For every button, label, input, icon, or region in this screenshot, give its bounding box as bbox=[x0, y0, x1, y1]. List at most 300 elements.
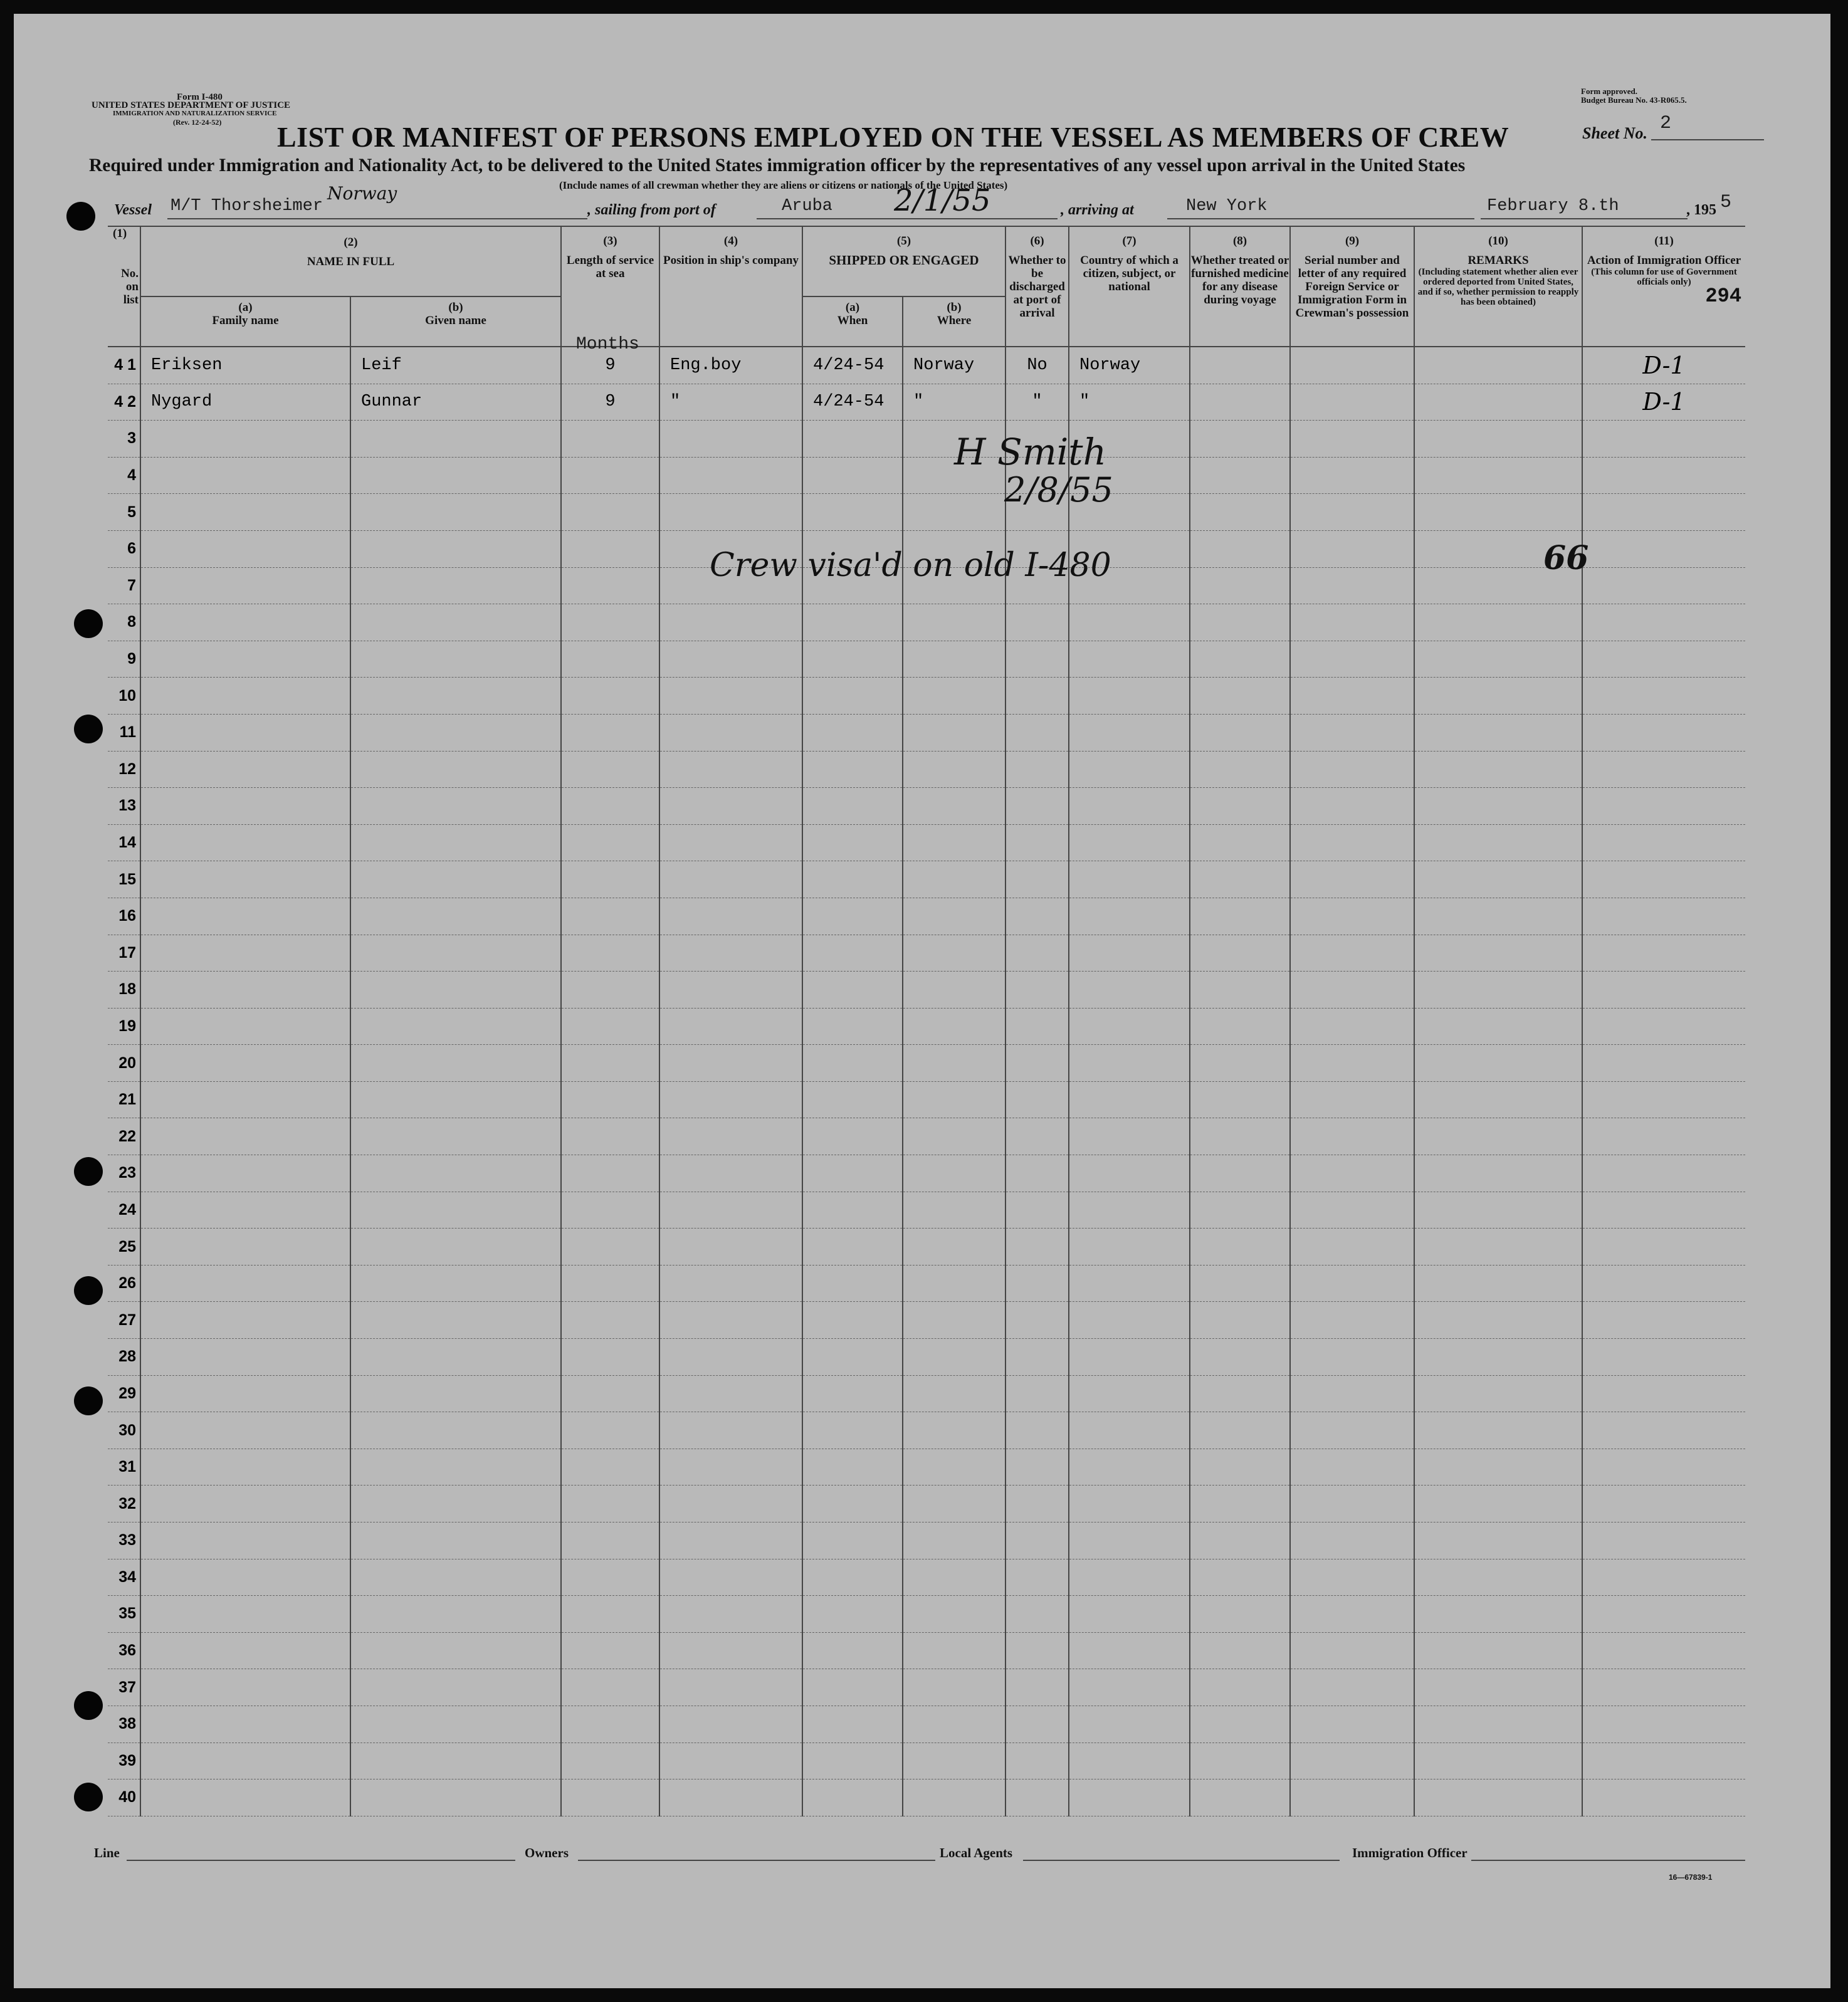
empty-cell bbox=[1005, 1632, 1069, 1669]
empty-cell bbox=[802, 1743, 903, 1779]
empty-cell bbox=[659, 935, 802, 972]
empty-cell bbox=[1582, 604, 1745, 641]
empty-cell bbox=[1190, 1008, 1290, 1045]
empty-cell bbox=[350, 1596, 561, 1633]
officer-signature: H Smith bbox=[954, 431, 1106, 473]
empty-cell bbox=[1069, 1706, 1190, 1743]
empty-cell bbox=[140, 1706, 350, 1743]
empty-cell bbox=[659, 861, 802, 898]
col7-label: Country of which a citizen, subject, or national bbox=[1080, 254, 1179, 293]
empty-cell bbox=[802, 494, 903, 531]
row-number: 16 bbox=[108, 898, 140, 935]
empty-cell bbox=[350, 1045, 561, 1082]
row-number: 15 bbox=[108, 861, 140, 898]
empty-cell bbox=[1582, 1008, 1745, 1045]
row-number: 5 bbox=[108, 494, 140, 531]
empty-cell bbox=[1582, 1155, 1745, 1192]
empty-cell bbox=[1069, 1155, 1190, 1192]
row-number: 30 bbox=[108, 1412, 140, 1449]
arriving-line bbox=[1167, 218, 1474, 219]
empty-cell bbox=[903, 1008, 1005, 1045]
sheet-number-line bbox=[1651, 139, 1764, 140]
empty-cell bbox=[1290, 1008, 1414, 1045]
empty-cell bbox=[1582, 1669, 1745, 1706]
empty-cell bbox=[1190, 494, 1290, 531]
empty-cell bbox=[903, 1706, 1005, 1743]
empty-cell bbox=[350, 751, 561, 788]
empty-cell bbox=[802, 788, 903, 825]
row-number: 17 bbox=[108, 935, 140, 972]
footer-agents-rule bbox=[1023, 1859, 1340, 1861]
blank-row bbox=[108, 421, 1745, 458]
blank-row bbox=[108, 1265, 1745, 1302]
empty-cell bbox=[802, 1669, 903, 1706]
blank-row bbox=[108, 714, 1745, 751]
empty-cell bbox=[1190, 1743, 1290, 1779]
arrival-date: February 8.th bbox=[1487, 197, 1619, 216]
empty-cell bbox=[140, 1265, 350, 1302]
empty-cell bbox=[561, 824, 659, 861]
empty-cell bbox=[1414, 604, 1582, 641]
col2a-label: Family name bbox=[212, 314, 279, 327]
printer-code: 16—67839-1 bbox=[1669, 1873, 1713, 1882]
col10-note: (Including statement whether alien ever ordered deported from United States, and if so, whether permission to reapply has been obtained) bbox=[1417, 267, 1579, 307]
empty-cell bbox=[903, 1412, 1005, 1449]
col5-label: SHIPPED OR ENGAGED bbox=[829, 253, 979, 268]
blank-row bbox=[108, 1081, 1745, 1118]
blank-row bbox=[108, 1375, 1745, 1412]
empty-cell bbox=[1190, 1229, 1290, 1266]
empty-cell bbox=[140, 1008, 350, 1045]
empty-cell bbox=[903, 1192, 1005, 1229]
blank-row bbox=[108, 788, 1745, 825]
empty-cell bbox=[802, 1449, 903, 1486]
row-number: 7 bbox=[108, 567, 140, 604]
empty-cell bbox=[659, 1265, 802, 1302]
row-number: 9 bbox=[108, 641, 140, 678]
col11-note: (This column for use of Government officials only) bbox=[1591, 267, 1737, 287]
empty-cell bbox=[659, 1743, 802, 1779]
empty-cell bbox=[561, 421, 659, 458]
empty-cell bbox=[802, 1632, 903, 1669]
empty-cell bbox=[1005, 1081, 1069, 1118]
empty-cell bbox=[1582, 1412, 1745, 1449]
col2b-number: (b) bbox=[448, 301, 463, 314]
row-number: 32 bbox=[108, 1486, 140, 1522]
empty-cell bbox=[903, 788, 1005, 825]
empty-cell bbox=[1582, 1339, 1745, 1376]
empty-cell bbox=[1069, 861, 1190, 898]
empty-cell bbox=[140, 1522, 350, 1559]
crew-row-number: 4 2 bbox=[108, 384, 140, 421]
empty-cell bbox=[1414, 457, 1582, 494]
empty-cell bbox=[1414, 1081, 1582, 1118]
empty-cell bbox=[903, 1155, 1005, 1192]
empty-cell bbox=[1414, 1632, 1582, 1669]
empty-cell bbox=[1069, 898, 1190, 935]
empty-cell bbox=[561, 494, 659, 531]
empty-cell bbox=[1290, 1522, 1414, 1559]
empty-cell bbox=[1414, 1449, 1582, 1486]
crew-family: Nygard bbox=[140, 384, 350, 421]
empty-cell bbox=[1069, 1743, 1190, 1779]
empty-cell bbox=[350, 1412, 561, 1449]
empty-cell bbox=[903, 751, 1005, 788]
empty-cell bbox=[659, 1486, 802, 1522]
empty-cell bbox=[1005, 604, 1069, 641]
empty-cell bbox=[903, 604, 1005, 641]
blank-row bbox=[108, 1118, 1745, 1155]
empty-cell bbox=[1414, 1045, 1582, 1082]
empty-cell bbox=[1005, 1596, 1069, 1633]
crew-empty-cell bbox=[1290, 347, 1414, 384]
empty-cell bbox=[1069, 1449, 1190, 1486]
empty-cell bbox=[561, 1412, 659, 1449]
empty-cell bbox=[561, 1229, 659, 1266]
empty-cell bbox=[561, 1743, 659, 1779]
col11-header bbox=[1582, 226, 1745, 347]
empty-cell bbox=[1290, 421, 1414, 458]
empty-cell bbox=[350, 1486, 561, 1522]
empty-cell bbox=[1582, 1449, 1745, 1486]
empty-cell bbox=[1069, 1412, 1190, 1449]
col9-label: Serial number and letter of any required Foreign Service or Immigration Form in Crewman's possession bbox=[1295, 254, 1409, 320]
empty-cell bbox=[1582, 1486, 1745, 1522]
form-approved: Form approved. bbox=[1581, 86, 1638, 96]
empty-cell bbox=[561, 1008, 659, 1045]
empty-cell bbox=[140, 824, 350, 861]
empty-cell bbox=[1190, 1449, 1290, 1486]
empty-cell bbox=[1290, 972, 1414, 1009]
empty-cell bbox=[802, 1706, 903, 1743]
empty-cell bbox=[1069, 1045, 1190, 1082]
empty-cell bbox=[903, 1632, 1005, 1669]
empty-cell bbox=[1069, 788, 1190, 825]
empty-cell bbox=[1069, 1265, 1190, 1302]
col2-header bbox=[140, 226, 561, 296]
footer-line-label: Line bbox=[94, 1845, 120, 1860]
crew-empty-cell bbox=[1290, 384, 1414, 421]
blank-row bbox=[108, 1155, 1745, 1192]
department: UNITED STATES DEPARTMENT OF JUSTICE bbox=[92, 100, 291, 110]
row-number: 6 bbox=[108, 530, 140, 567]
empty-cell bbox=[659, 421, 802, 458]
empty-cell bbox=[1290, 1706, 1414, 1743]
row-number: 8 bbox=[108, 604, 140, 641]
empty-cell bbox=[350, 1669, 561, 1706]
empty-cell bbox=[1190, 567, 1290, 604]
empty-cell bbox=[802, 641, 903, 678]
row-number: 4 bbox=[108, 457, 140, 494]
blank-row bbox=[108, 1302, 1745, 1339]
empty-cell bbox=[1290, 898, 1414, 935]
empty-cell bbox=[1582, 714, 1745, 751]
empty-cell bbox=[1290, 824, 1414, 861]
empty-cell bbox=[1190, 1302, 1290, 1339]
col2b-header bbox=[350, 296, 561, 347]
empty-cell bbox=[1069, 1008, 1190, 1045]
empty-cell bbox=[140, 567, 350, 604]
empty-cell bbox=[350, 824, 561, 861]
col1-label: No. on list bbox=[121, 266, 139, 307]
footer-owners-label: Owners bbox=[525, 1845, 569, 1860]
empty-cell bbox=[903, 824, 1005, 861]
empty-cell bbox=[802, 1779, 903, 1816]
empty-cell bbox=[659, 1449, 802, 1486]
empty-cell bbox=[561, 1339, 659, 1376]
crew-given: Gunnar bbox=[350, 384, 561, 421]
empty-cell bbox=[350, 678, 561, 715]
empty-cell bbox=[140, 494, 350, 531]
empty-cell bbox=[1582, 641, 1745, 678]
empty-cell bbox=[1290, 1081, 1414, 1118]
empty-cell bbox=[1582, 751, 1745, 788]
empty-cell bbox=[140, 1559, 350, 1596]
empty-cell bbox=[903, 1302, 1005, 1339]
empty-cell bbox=[350, 861, 561, 898]
col1-header bbox=[108, 226, 140, 347]
empty-cell bbox=[350, 972, 561, 1009]
col10-number: (10) bbox=[1488, 234, 1508, 248]
empty-cell bbox=[1414, 1118, 1582, 1155]
empty-cell bbox=[659, 1559, 802, 1596]
empty-cell bbox=[350, 1375, 561, 1412]
empty-cell bbox=[561, 1265, 659, 1302]
empty-cell bbox=[903, 1118, 1005, 1155]
row-number: 10 bbox=[108, 678, 140, 715]
blank-row bbox=[108, 898, 1745, 935]
empty-cell bbox=[1414, 1339, 1582, 1376]
empty-cell bbox=[1069, 1669, 1190, 1706]
blank-row bbox=[108, 641, 1745, 678]
empty-cell bbox=[1290, 530, 1414, 567]
empty-cell bbox=[1290, 604, 1414, 641]
empty-cell bbox=[1190, 457, 1290, 494]
empty-cell bbox=[1190, 1118, 1290, 1155]
row-number: 29 bbox=[108, 1375, 140, 1412]
blank-row bbox=[108, 1559, 1745, 1596]
empty-cell bbox=[140, 1449, 350, 1486]
year-prefix: , 195 bbox=[1686, 202, 1716, 218]
blank-row bbox=[108, 824, 1745, 861]
row-number: 35 bbox=[108, 1596, 140, 1633]
empty-cell bbox=[140, 1669, 350, 1706]
empty-cell bbox=[140, 1229, 350, 1266]
empty-cell bbox=[1190, 1339, 1290, 1376]
empty-cell bbox=[1005, 1743, 1069, 1779]
col5-number: (5) bbox=[896, 234, 911, 248]
empty-cell bbox=[1005, 1486, 1069, 1522]
empty-cell bbox=[659, 1155, 802, 1192]
blank-row bbox=[108, 1008, 1745, 1045]
empty-cell bbox=[350, 1155, 561, 1192]
col1-number: (1) bbox=[113, 227, 127, 240]
empty-cell bbox=[140, 1375, 350, 1412]
empty-cell bbox=[802, 1596, 903, 1633]
empty-cell bbox=[659, 1339, 802, 1376]
empty-cell bbox=[903, 641, 1005, 678]
empty-cell bbox=[561, 457, 659, 494]
empty-cell bbox=[1414, 1779, 1582, 1816]
empty-cell bbox=[1290, 567, 1414, 604]
empty-cell bbox=[1414, 641, 1582, 678]
empty-cell bbox=[350, 1339, 561, 1376]
empty-cell bbox=[1582, 935, 1745, 972]
year-suffix: 5 bbox=[1720, 192, 1732, 213]
empty-cell bbox=[659, 714, 802, 751]
empty-cell bbox=[1190, 898, 1290, 935]
empty-cell bbox=[1069, 641, 1190, 678]
empty-cell bbox=[350, 1302, 561, 1339]
empty-cell bbox=[1190, 678, 1290, 715]
crew-months: 9 bbox=[561, 347, 659, 384]
empty-cell bbox=[659, 641, 802, 678]
empty-cell bbox=[659, 1412, 802, 1449]
arriving-label: , arriving at bbox=[1061, 202, 1134, 218]
empty-cell bbox=[561, 1596, 659, 1633]
empty-cell bbox=[140, 678, 350, 715]
empty-cell bbox=[1290, 788, 1414, 825]
col4-number: (4) bbox=[723, 234, 738, 248]
footer-agents-label: Local Agents bbox=[940, 1845, 1013, 1860]
empty-cell bbox=[659, 1779, 802, 1816]
empty-cell bbox=[659, 751, 802, 788]
empty-cell bbox=[1069, 1559, 1190, 1596]
manifest-sheet bbox=[14, 14, 1830, 1988]
empty-cell bbox=[140, 1081, 350, 1118]
empty-cell bbox=[1290, 1192, 1414, 1229]
empty-cell bbox=[802, 1522, 903, 1559]
empty-cell bbox=[1290, 1559, 1414, 1596]
empty-cell bbox=[350, 604, 561, 641]
col2a-header bbox=[140, 296, 350, 347]
sailing-port: Aruba bbox=[782, 197, 833, 216]
crew-country: Norway bbox=[1069, 347, 1190, 384]
empty-cell bbox=[1005, 714, 1069, 751]
empty-cell bbox=[350, 494, 561, 531]
empty-cell bbox=[1582, 1596, 1745, 1633]
empty-cell bbox=[1005, 824, 1069, 861]
empty-cell bbox=[802, 751, 903, 788]
remark-mark: 66 bbox=[1543, 539, 1589, 577]
crew-family: Eriksen bbox=[140, 347, 350, 384]
empty-cell bbox=[1069, 1081, 1190, 1118]
empty-cell bbox=[1005, 1339, 1069, 1376]
empty-cell bbox=[802, 972, 903, 1009]
empty-cell bbox=[1005, 1192, 1069, 1229]
empty-cell bbox=[1005, 1045, 1069, 1082]
sailing-date-handwritten: 2/1/55 bbox=[894, 183, 991, 218]
row-number: 27 bbox=[108, 1302, 140, 1339]
empty-cell bbox=[1290, 1669, 1414, 1706]
blank-row bbox=[108, 861, 1745, 898]
empty-cell bbox=[1005, 1669, 1069, 1706]
crew-given: Leif bbox=[350, 347, 561, 384]
empty-cell bbox=[561, 1375, 659, 1412]
empty-cell bbox=[140, 1596, 350, 1633]
col5a-header bbox=[802, 296, 903, 347]
empty-cell bbox=[1582, 1192, 1745, 1229]
blank-row bbox=[108, 1743, 1745, 1779]
empty-cell bbox=[561, 1192, 659, 1229]
empty-cell bbox=[1582, 824, 1745, 861]
arriving-port: New York bbox=[1186, 197, 1268, 216]
empty-cell bbox=[561, 1669, 659, 1706]
empty-cell bbox=[1190, 421, 1290, 458]
sailing-line bbox=[757, 218, 1058, 219]
empty-cell bbox=[1414, 1375, 1582, 1412]
empty-cell bbox=[659, 494, 802, 531]
crew-when: 4/24-54 bbox=[802, 384, 903, 421]
empty-cell bbox=[350, 1229, 561, 1266]
empty-cell bbox=[1069, 1375, 1190, 1412]
empty-cell bbox=[802, 1265, 903, 1302]
empty-cell bbox=[1290, 751, 1414, 788]
empty-cell bbox=[1290, 1045, 1414, 1082]
empty-cell bbox=[350, 1779, 561, 1816]
col11-label: Action of Immigration Officer bbox=[1587, 254, 1741, 267]
empty-cell bbox=[659, 1229, 802, 1266]
empty-cell bbox=[1005, 1779, 1069, 1816]
col3-label: Length of service at sea bbox=[566, 254, 654, 280]
empty-cell bbox=[1069, 1229, 1190, 1266]
empty-cell bbox=[561, 1706, 659, 1743]
empty-cell bbox=[1290, 1486, 1414, 1522]
empty-cell bbox=[659, 1081, 802, 1118]
form-subtitle: Required under Immigration and Nationality Act, to be delivered to the United States immigration officer by the representatives of any vessel upon arrival in the United States bbox=[89, 155, 1466, 176]
blank-row bbox=[108, 1192, 1745, 1229]
row-number: 37 bbox=[108, 1669, 140, 1706]
empty-cell bbox=[350, 1559, 561, 1596]
vessel-line bbox=[167, 218, 587, 219]
empty-cell bbox=[1069, 1779, 1190, 1816]
row-number: 11 bbox=[108, 714, 140, 751]
empty-cell bbox=[1414, 1559, 1582, 1596]
empty-cell bbox=[561, 641, 659, 678]
empty-cell bbox=[1582, 861, 1745, 898]
crew-where: Norway bbox=[903, 347, 1005, 384]
crew-position: " bbox=[659, 384, 802, 421]
empty-cell bbox=[1290, 1302, 1414, 1339]
empty-cell bbox=[802, 1045, 903, 1082]
blank-row bbox=[108, 1669, 1745, 1706]
empty-cell bbox=[140, 1302, 350, 1339]
empty-cell bbox=[561, 972, 659, 1009]
empty-cell bbox=[350, 714, 561, 751]
empty-cell bbox=[1414, 421, 1582, 458]
empty-cell bbox=[1414, 1596, 1582, 1633]
blank-row bbox=[108, 494, 1745, 531]
crew-empty-cell bbox=[1190, 384, 1290, 421]
empty-cell bbox=[140, 1412, 350, 1449]
footer-officer-rule bbox=[1471, 1859, 1745, 1861]
blank-row bbox=[108, 1339, 1745, 1376]
empty-cell bbox=[1005, 935, 1069, 972]
empty-cell bbox=[1414, 1265, 1582, 1302]
row-number: 36 bbox=[108, 1632, 140, 1669]
empty-cell bbox=[140, 1632, 350, 1669]
empty-cell bbox=[1290, 1229, 1414, 1266]
empty-cell bbox=[659, 1522, 802, 1559]
empty-cell bbox=[1190, 1559, 1290, 1596]
empty-cell bbox=[350, 935, 561, 972]
empty-cell bbox=[659, 1596, 802, 1633]
empty-cell bbox=[659, 788, 802, 825]
empty-cell bbox=[561, 530, 659, 567]
crew-country: " bbox=[1069, 384, 1190, 421]
empty-cell bbox=[140, 457, 350, 494]
empty-cell bbox=[659, 678, 802, 715]
